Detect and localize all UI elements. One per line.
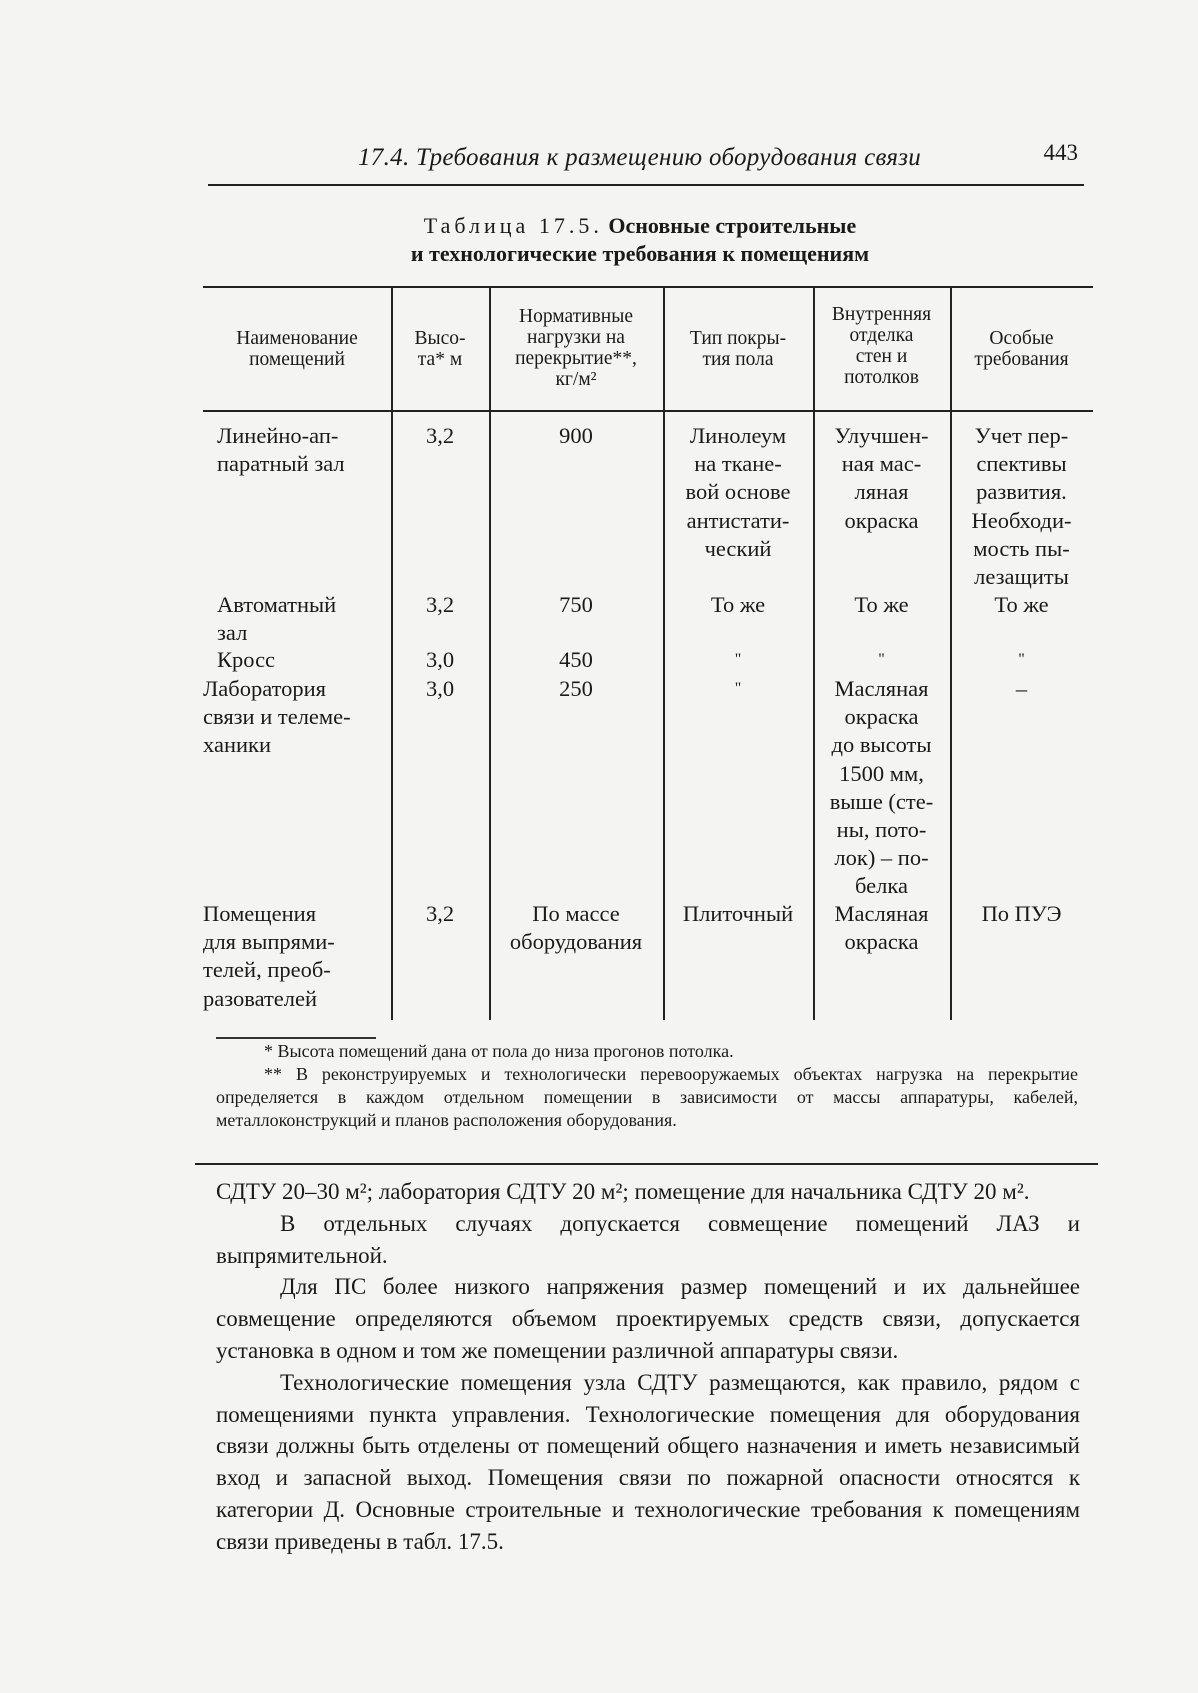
cell-finish: " (878, 651, 885, 668)
table-caption-label: Таблица 17.5. (423, 213, 603, 238)
cell-room-name: Автоматный зал (217, 592, 337, 646)
paragraph: СДТУ 20–30 м²; лаборатория СДТУ 20 м²; помещение для начальника СДТУ 20 м². (216, 1179, 1030, 1204)
header-finish: Внутренняя отделка стен и потолков (831, 304, 932, 388)
header-height: Высо- та* м (414, 328, 466, 370)
running-header (208, 140, 1084, 180)
cell-height: 3,0 (425, 647, 455, 672)
page-number: 443 (1043, 140, 1078, 165)
table-header-rule (203, 410, 1093, 412)
footnote-rule (216, 1037, 376, 1039)
cell-special: Учет пер- спективы развития. Необходи- мость пы- лезащиты (971, 423, 1072, 590)
header-floor: Тип покры- тия пола (689, 328, 787, 370)
cell-height: 3,0 (425, 676, 455, 701)
cell-finish: То же (854, 592, 909, 617)
cell-load: 450 (559, 647, 593, 672)
table-row (203, 675, 1093, 899)
header-load: Нормативные нагрузки на перекрытие**, кг/м² (515, 306, 637, 390)
cell-room-name: Кросс (217, 647, 276, 672)
cell-floor: То же (710, 592, 766, 617)
cell-room-name: Линейно-ап- паратный зал (217, 423, 345, 477)
requirements-table (203, 286, 1093, 1020)
cell-room-name: Помещения для выпрями- телей, преоб- разователей (203, 901, 335, 1011)
running-title: 17.4. Требования к размещению оборудования связи (358, 144, 922, 171)
table-row (203, 422, 1093, 590)
cell-load: 750 (559, 592, 593, 617)
cell-floor: Плиточный (682, 901, 794, 926)
header-special: Особые требования (974, 328, 1069, 370)
cell-finish: Масляная окраска (834, 901, 929, 955)
cell-height: 3,2 (425, 423, 455, 448)
table-caption-title-line1: Основные строительные (608, 213, 857, 238)
cell-special: – (1015, 676, 1028, 701)
paragraph: В отдельных случаях допускается совмещение помещений ЛАЗ и выпрямительной. (216, 1210, 1080, 1268)
cell-special: По ПУЭ (981, 901, 1062, 926)
cell-height: 3,2 (425, 901, 455, 926)
cell-load: По массе оборудования (509, 901, 643, 955)
cell-load: 900 (559, 423, 593, 448)
cell-special: То же (994, 592, 1049, 617)
header-room-name: Наименование помещений (236, 328, 358, 370)
header-rule (208, 184, 1084, 186)
table-caption-title-line2: и технологические требования к помещениям (410, 241, 870, 266)
table-bottom-rule (195, 1163, 1098, 1165)
cell-floor: " (734, 680, 742, 697)
table-caption (200, 212, 1080, 268)
cell-room-name: Лаборатория связи и телеме- ханики (203, 676, 351, 758)
cell-load: 250 (559, 676, 593, 701)
footnote-load: ** В реконструируемых и технологически перевооружаемых объектах нагрузка на перекрытие определяется в каждом отдельном помещении в зависимости от массы аппаратуры, кабелей, металлоконструкций и планов расположения оборудования. (216, 1064, 1078, 1130)
table-row (203, 900, 1093, 1020)
cell-floor: " (734, 651, 742, 668)
cell-floor: Линолеум на ткане- вой основе антистати- ческий (685, 423, 791, 561)
footnote-height: * Высота помещений дана от пола до низа прогонов потолка. (264, 1041, 734, 1061)
cell-special: " (1018, 651, 1025, 668)
table-row (203, 591, 1093, 647)
body-text (216, 1176, 1080, 1558)
cell-finish: Улучшен- ная мас- ляная окраска (834, 423, 929, 533)
cell-finish: Масляная окраска до высоты 1500 мм, выше (сте- ны, пото- лок) – по- белка (829, 676, 934, 899)
table-row (203, 646, 1093, 674)
table-top-rule (203, 286, 1093, 288)
paragraph: Технологические помещения узла СДТУ размещаются, как правило, рядом с помещениями пункта управления. Технологические помещения для оборудования связи должны быть отделены от помещений общего назначения и иметь независимый вход и запасной выход. Помещения связи по пожарной опасности относятся к категории Д. Основные строительные и технологические требования к помещениям связи приведены в табл. 17.5. (216, 1369, 1080, 1554)
footnotes (216, 1040, 1078, 1132)
cell-height: 3,2 (425, 592, 455, 617)
paragraph: Для ПС более низкого напряжения размер помещений и их дальнейшее совмещение определяются объемом проектируемых средств связи, допускается установка в одном и том же помещении различной аппаратуры связи. (216, 1274, 1080, 1363)
